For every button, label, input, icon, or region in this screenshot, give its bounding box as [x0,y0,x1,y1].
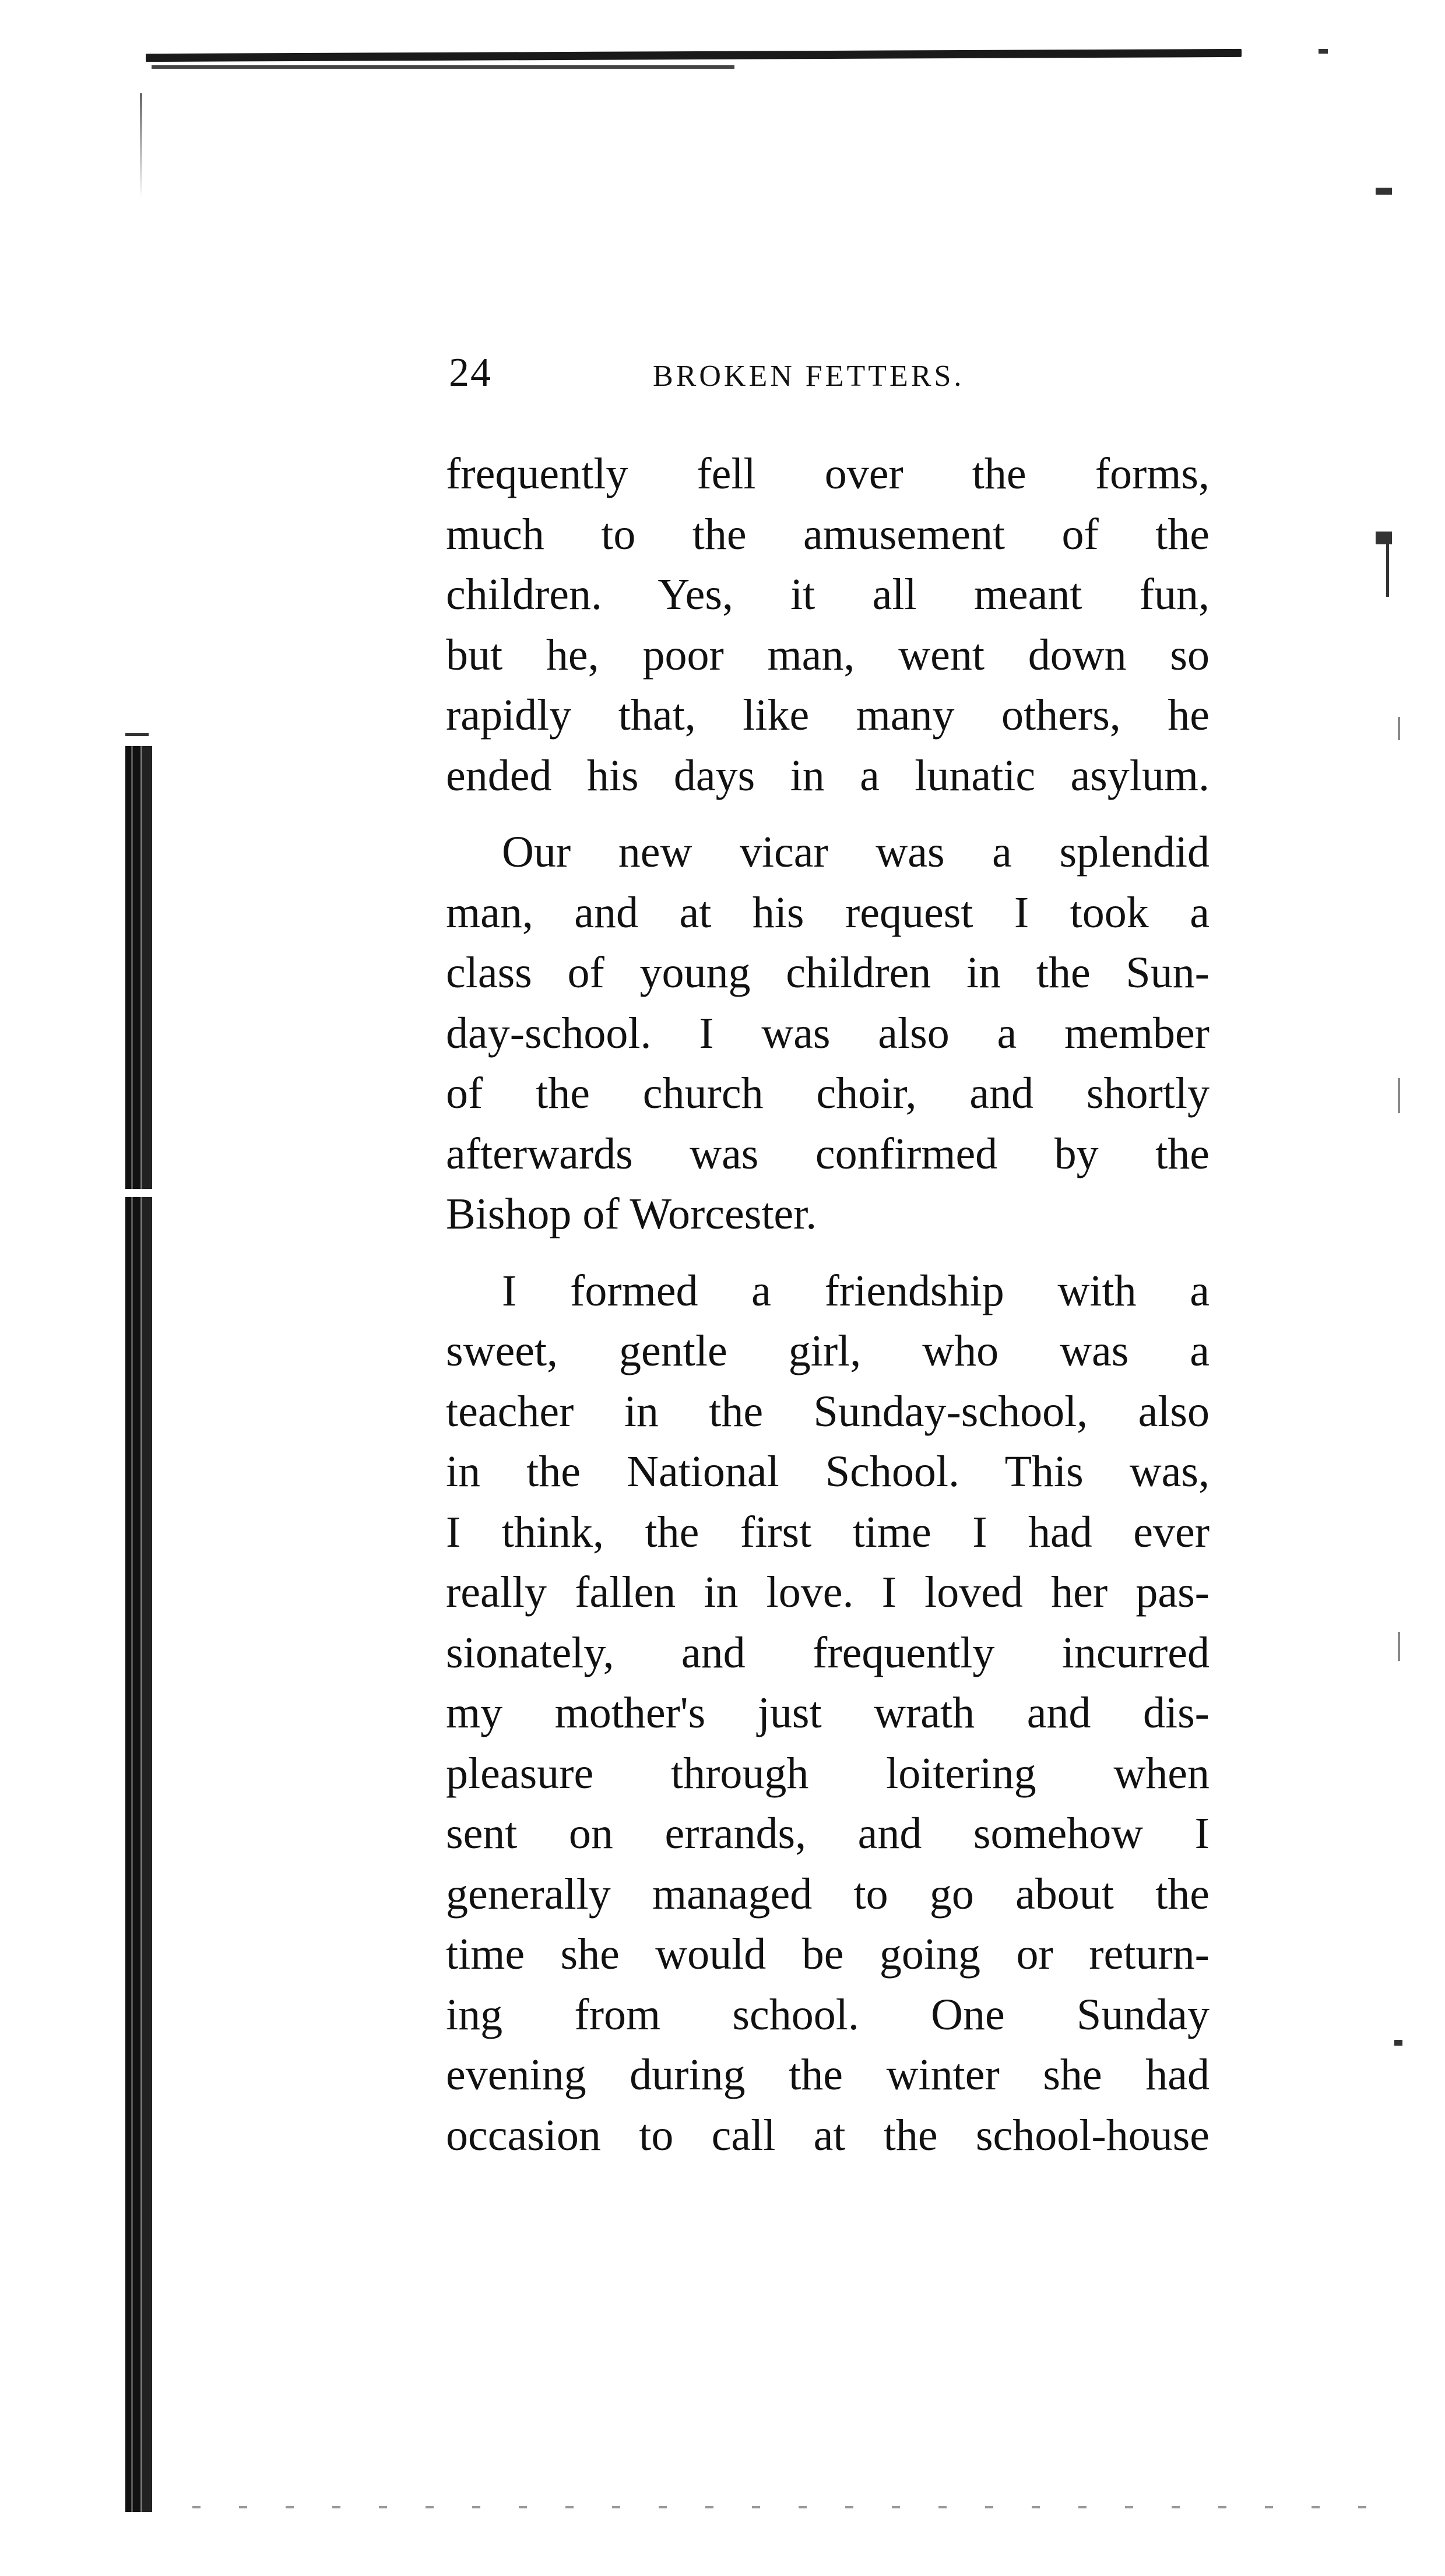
text-line: I think, the first time I had ever [446,1507,1210,1557]
text-line: teacher in the Sunday-school, also [446,1386,1210,1436]
text-line: children. Yes, it all meant fun, [446,570,1210,619]
text-line: occasion to call at the school-house [446,2110,1210,2160]
text-line: generally managed to go about the [446,1869,1210,1919]
text-line: day-school. I was also a member [446,1008,1210,1058]
text-line: sent on errands, and somehow I [446,1809,1210,1858]
running-title: BROKEN FETTERS. [653,360,965,393]
left-page-edge-gap [124,1189,153,1197]
page-number: 24 [449,350,492,395]
right-scan-mark [1398,717,1400,740]
text-line: of the church choir, and shortly [446,1069,1210,1118]
left-page-edge [125,746,152,2512]
text-line: evening during the winter she had [446,2050,1210,2099]
right-scan-mark [1398,1632,1400,1661]
paragraph [446,1261,1210,2166]
text-line: man, and at his request I took a [446,888,1210,937]
text-line: ended his days in a lunatic asylum. [446,751,1210,800]
top-scan-rule-shadow [152,65,734,69]
text-line: frequently fell over the forms, [446,449,1210,498]
text-line: but he, poor man, went down so [446,630,1210,680]
right-scan-mark [1386,544,1389,597]
body-text [446,444,1210,2166]
text-line: my mother's just wrath and dis- [446,1688,1210,1737]
right-scan-mark [1376,532,1392,544]
bottom-scan-marks [192,2506,1393,2508]
right-scan-mark [1376,188,1392,195]
text-line: Bishop of Worcester. [446,1190,817,1238]
left-edge-tick [125,733,149,736]
text-line: sionately, and frequently incurred [446,1628,1210,1677]
text-line: afterwards was confirmed by the [446,1129,1210,1178]
text-line: sweet, gentle girl, who was a [446,1326,1210,1375]
right-scan-mark [1398,1078,1400,1113]
right-scan-mark [1319,49,1328,54]
text-line: really fallen in love. I loved her pas- [446,1568,1210,1617]
text-line: ing from school. One Sunday [446,1990,1210,2039]
paragraph [446,444,1210,806]
corner-scan-mark [140,93,142,198]
text-line: time she would be going or return- [446,1930,1210,1979]
text-line: rapidly that, like many others, he [446,691,1210,740]
right-scan-mark [1394,2040,1402,2046]
text-line: Our new vicar was a splendid [502,828,1210,877]
running-head [449,350,1224,402]
text-line: much to the amusement of the [446,509,1210,559]
text-line: I formed a friendship with a [502,1266,1210,1315]
text-line: pleasure through loitering when [446,1748,1210,1798]
top-scan-rule [146,49,1242,62]
text-line: in the National School. This was, [446,1447,1210,1496]
paragraph [446,822,1210,1245]
text-line: class of young children in the Sun- [446,948,1210,997]
